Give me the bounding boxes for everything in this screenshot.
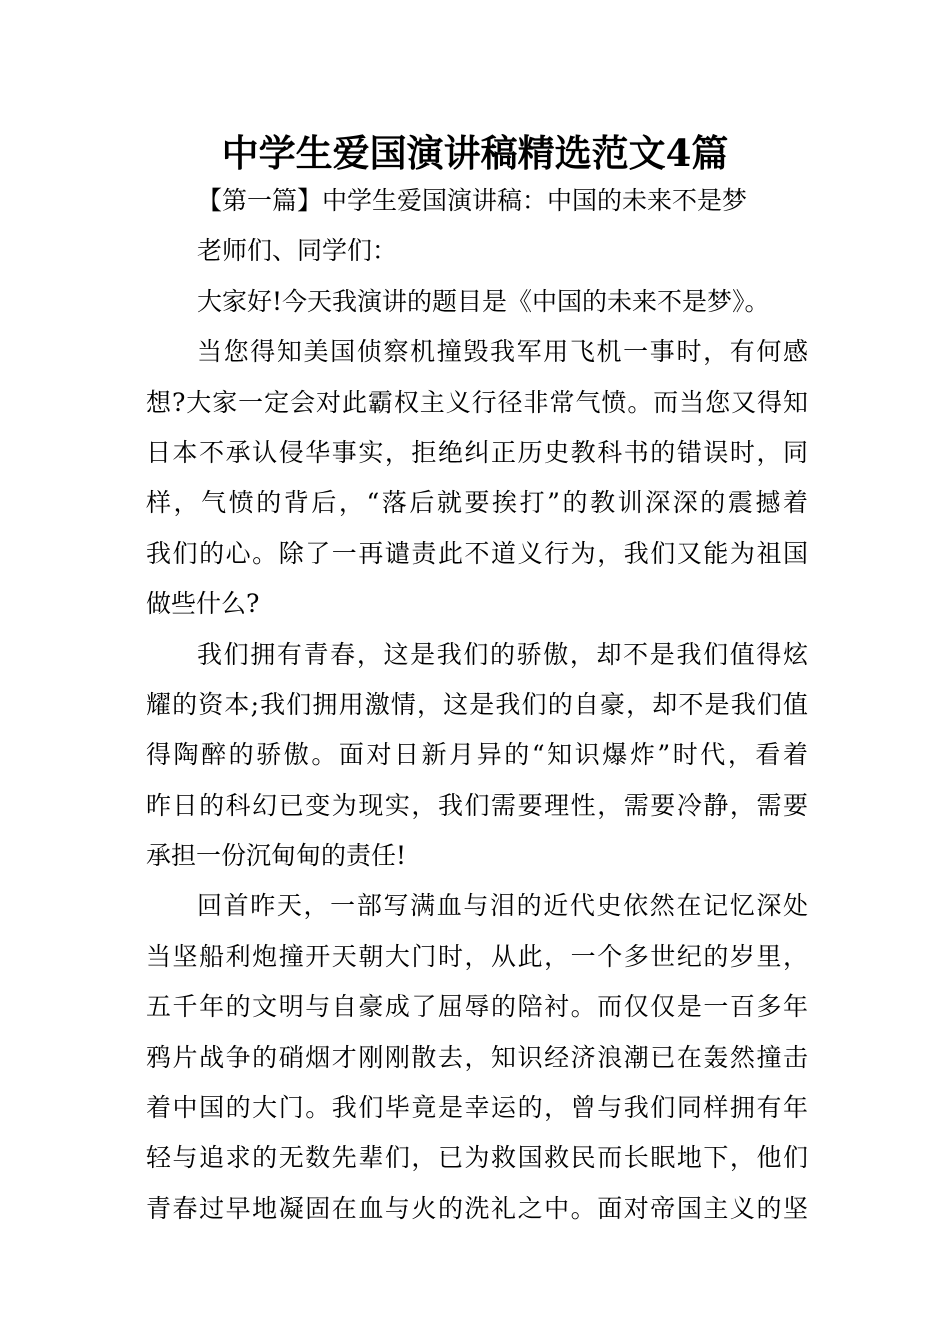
section-heading: 【第一篇】中学生爱国演讲稿：中国的未来不是梦 (197, 186, 748, 215)
paragraph-line: 做些什么? (146, 589, 260, 619)
paragraph-line: 我们拥有青春，这是我们的骄傲，却不是我们值得炫 (197, 639, 808, 669)
paragraph-line: 着中国的大门。我们毕竟是幸运的，曾与我们同样拥有年 (146, 1093, 808, 1123)
paragraph-line: 样，气愤的背后，“落后就要挨打”的教训深深的震撼着 (146, 488, 808, 518)
paragraph-1 (146, 327, 808, 629)
paragraph-line: 承担一份沉甸甸的责任! (146, 841, 407, 871)
paragraph-line: 我们的心。除了一再谴责此不道义行为，我们又能为祖国 (146, 538, 808, 568)
paragraph-2 (146, 630, 808, 882)
paragraph-line: 回首昨天，一部写满血与泪的近代史依然在记忆深处 (197, 891, 808, 921)
paragraph-line: 鸦片战争的硝烟才刚刚散去，知识经济浪潮已在轰然撞击 (146, 1042, 808, 1072)
paragraph-3 (146, 881, 808, 1234)
document-body (146, 176, 808, 1234)
paragraph-line: 想?大家一定会对此霸权主义行径非常气愤。而当您又得知 (146, 387, 808, 417)
paragraph-line: 青春过早地凝固在血与火的洗礼之中。面对帝国主义的坚 (146, 1193, 808, 1223)
document-title: 中学生爱国演讲稿精选范文4篇 (221, 131, 729, 175)
paragraph-line: 五千年的文明与自豪成了屈辱的陪衬。而仅仅是一百多年 (146, 992, 808, 1022)
greeting: 大家好!今天我演讲的题目是《中国的未来不是梦》。 (197, 286, 770, 316)
paragraph-line: 昨日的科幻已变为现实，我们需要理性，需要冷静，需要 (146, 790, 808, 820)
paragraph-line: 当坚船利炮撞开天朝大门时，从此，一个多世纪的岁里， (146, 941, 808, 971)
paragraph-line: 得陶醉的骄傲。面对日新月异的“知识爆炸”时代，看着 (146, 740, 808, 770)
salutation: 老师们、同学们： (197, 236, 398, 266)
paragraph-line: 耀的资本;我们拥用激情，这是我们的自豪，却不是我们值 (146, 689, 808, 719)
paragraph-line: 当您得知美国侦察机撞毁我军用飞机一事时，有何感 (197, 337, 808, 367)
paragraph-line: 轻与追求的无数先辈们，已为救国救民而长眠地下，他们 (146, 1143, 808, 1173)
paragraph-line: 日本不承认侵华事实，拒绝纠正历史教科书的错误时，同 (146, 437, 808, 467)
